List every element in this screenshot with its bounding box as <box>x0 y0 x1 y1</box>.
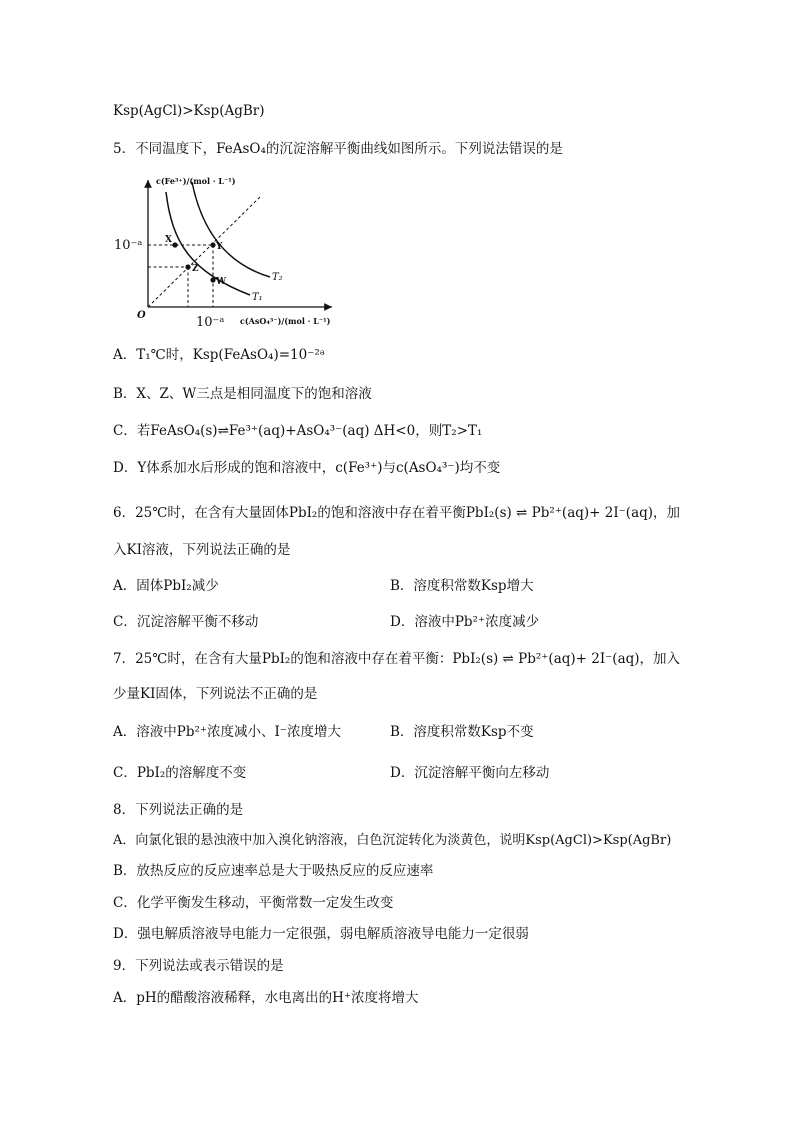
question-6-stem: 6．25℃时，在含有大量固体PbI₂的饱和溶液中存在着平衡PbI₂(s) ⇌ Pb²⁺(aq)+ 2I⁻(aq)，加 <box>113 505 681 521</box>
x-tick-label: 10⁻ᵃ <box>196 315 225 330</box>
point-label: X <box>165 235 172 245</box>
diagonal-line <box>148 197 260 307</box>
question-9-stem: 9．下列说法或表示错误的是 <box>113 958 284 974</box>
y-axis-label: c(Fe³⁺)/(mol · L⁻¹) <box>156 176 236 186</box>
option-7a: A．溶液中Pb²⁺浓度减小、I⁻浓度增大 <box>113 724 341 740</box>
solubility-equilibrium-figure <box>110 172 340 332</box>
option-6c: C．沉淀溶解平衡不移动 <box>113 614 259 630</box>
point-label: Z <box>192 264 199 274</box>
option-7c: C．PbI₂的溶解度不变 <box>113 765 247 781</box>
option-7b: B．溶度积常数Ksp不变 <box>390 724 534 740</box>
text-line: Ksp(AgCl)>Ksp(AgBr) <box>113 103 265 119</box>
point-label: W <box>216 277 227 287</box>
option-5d: D．Y体系加水后形成的饱和溶液中，c(Fe³⁺)与c(AsO₄³⁻)均不变 <box>113 460 501 476</box>
option-8b: B．放热反应的反应速率总是大于吸热反应的反应速率 <box>113 863 434 879</box>
point-z <box>185 264 190 269</box>
x-axis-label: c(AsO₄³⁻)/(mol · L⁻¹) <box>240 316 331 326</box>
y-tick-label: 10⁻ᵃ <box>114 238 143 253</box>
option-5a: A．T₁℃时，Ksp(FeAsO₄)=10⁻²ᵃ <box>113 347 325 363</box>
option-7d: D．沉淀溶解平衡向左移动 <box>390 765 550 781</box>
option-6b: B．溶度积常数Ksp增大 <box>390 578 534 594</box>
option-8a: A．向氯化银的悬浊液中加入溴化钠溶液，白色沉淀转化为淡黄色，说明Ksp(AgCl)>Ksp(AgBr) <box>113 833 672 848</box>
point-w <box>210 277 215 282</box>
curve-t1 <box>166 192 250 295</box>
origin-label: O <box>137 310 146 321</box>
option-5b: B．X、Z、W三点是相同温度下的饱和溶液 <box>113 386 372 402</box>
curve-label: T₂ <box>272 272 283 283</box>
question-7-stem: 7．25℃时，在含有大量PbI₂的饱和溶液中存在着平衡：PbI₂(s) ⇌ Pb²⁺(aq)+ 2I⁻(aq)，加入 <box>113 651 681 667</box>
option-8c: C．化学平衡发生移动，平衡常数一定发生改变 <box>113 895 394 911</box>
option-8d: D．强电解质溶液导电能力一定很强，弱电解质溶液导电能力一定很弱 <box>113 926 529 942</box>
curve-t2 <box>192 182 270 277</box>
point-y <box>210 242 215 247</box>
point-x <box>172 242 177 247</box>
question-5-stem: 5．不同温度下，FeAsO₄的沉淀溶解平衡曲线如图所示。下列说法错误的是 <box>113 141 563 157</box>
curve-label: T₁ <box>252 292 263 303</box>
point-label: Y <box>216 242 223 252</box>
option-5c: C．若FeAsO₄(s)⇌Fe³⁺(aq)+AsO₄³⁻(aq) ΔH<0，则T₂>T₁ <box>113 423 483 439</box>
option-9a: A．pH的醋酸溶液稀释，水电离出的H⁺浓度将增大 <box>113 990 419 1006</box>
option-6a: A．固体PbI₂减少 <box>113 578 219 594</box>
question-7-stem-cont: 少量KI固体，下列说法不正确的是 <box>113 686 318 702</box>
question-8-stem: 8．下列说法正确的是 <box>113 802 244 818</box>
option-6d: D．溶液中Pb²⁺浓度减少 <box>390 614 540 630</box>
question-6-stem-cont: 入KI溶液，下列说法正确的是 <box>113 542 291 558</box>
